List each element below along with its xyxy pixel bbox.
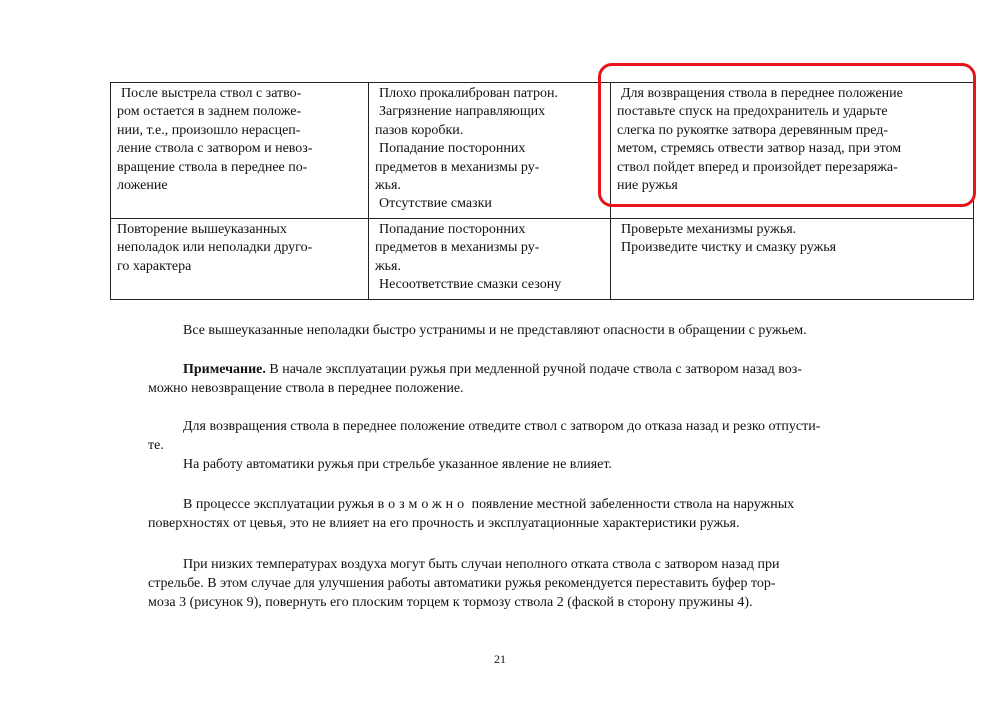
paragraph-summary [148, 321, 938, 340]
cell-line: Проверьте механизмы ружья. [621, 222, 797, 237]
cell-line: Попадание посторонних [379, 141, 526, 157]
spaced-word: возможно [377, 497, 469, 512]
cell-line: Несоответствие смазки сезону [379, 277, 562, 293]
text-line [148, 360, 938, 379]
note-label: Примечание. [183, 362, 266, 377]
cell-line: Плохо прокалиброван патрон. [379, 86, 558, 101]
cell-line: вращение ствола в переднее по- [117, 159, 308, 175]
cell-line: Для возвращения ствола в переднее положение [621, 86, 903, 101]
text-fragment: появление местной забеленности ствола на наружных [468, 497, 795, 512]
table-row [111, 219, 974, 300]
paragraph-low-temperature [148, 555, 938, 612]
text-line: те. [148, 438, 164, 453]
text-line: поверхностях от цевья, это не влияет на его прочность и эксплуатационные характеристики ружья. [148, 516, 740, 531]
cell-line: ние ружья [617, 178, 678, 194]
cause-cell [369, 83, 611, 219]
paragraph-whitening [148, 495, 938, 533]
cell-line: поставьте спуск на предохранитель и ударьте [617, 104, 888, 120]
text-line: моза 3 (рисунок 9), повернуть его плоским торцем к тормозу ствола 2 (фаской в сторону пружины 4). [148, 595, 753, 610]
cell-line: ложение [117, 178, 168, 194]
cell-line: ствол пойдет вперед и произойдет перезаряжа- [617, 159, 898, 175]
note-text: В начале эксплуатации ружья при медленной ручной подаче ствола с затвором назад воз- [265, 362, 802, 377]
remedy-cell [611, 219, 974, 300]
problem-cell [111, 219, 369, 300]
text-line: На работу автоматики ружья при стрельбе указанное явление не влияет. [183, 457, 612, 472]
cell-line: ром остается в заднем положе- [117, 104, 302, 120]
cell-line: жья. [375, 178, 401, 194]
page-number: 21 [494, 652, 506, 666]
paragraph-return [148, 417, 938, 474]
cell-line: Попадание посторонних [379, 222, 526, 237]
troubleshooting-table [110, 82, 974, 300]
text-fragment: В процессе эксплуатации ружья [183, 497, 378, 512]
paragraph-note [148, 360, 938, 398]
cell-line: Произведите чистку и смазку ружья [621, 240, 837, 256]
remedy-cell [611, 83, 974, 219]
cell-line: метом, стремясь отвести затвор назад, при этом [617, 141, 902, 157]
text-line: можно невозвращение ствола в переднее положение. [148, 381, 464, 396]
cell-line: неполадок или неполадки друго- [117, 240, 313, 256]
problem-cell [111, 83, 369, 219]
cell-line: ление ствола с затвором и невоз- [117, 141, 313, 157]
text-line: стрельбе. В этом случае для улучшения работы автоматики ружья рекомендуется переставить буфер тор- [148, 576, 776, 591]
table-row [111, 83, 974, 219]
text-line: При низких температурах воздуха могут быть случаи неполного отката ствола с затвором назад при [183, 557, 780, 572]
cell-line: жья. [375, 258, 401, 274]
cell-line: предметов в механизмы ру- [375, 240, 540, 256]
text-line: Для возвращения ствола в переднее положение отведите ствол с затвором до отказа назад и резко отпусти- [183, 419, 821, 434]
cell-line: Загрязнение направляющих [379, 104, 546, 120]
text-line [148, 495, 938, 514]
cell-line: го характера [117, 258, 192, 274]
cause-cell [369, 219, 611, 300]
cell-line: нии, т.е., произошло нерасцеп- [117, 122, 301, 138]
cell-line: предметов в механизмы ру- [375, 159, 540, 175]
cell-line: слегка по рукоятке затвора деревянным пред- [617, 122, 889, 138]
cell-line: Повторение вышеуказанных [117, 222, 287, 237]
cell-line: пазов коробки. [375, 122, 464, 138]
text-line: Все вышеуказанные неполадки быстро устранимы и не представляют опасности в обращении с ружьем. [183, 323, 807, 338]
cell-line: После выстрела ствол с затво- [121, 86, 302, 101]
cell-line: Отсутствие смазки [379, 196, 492, 212]
